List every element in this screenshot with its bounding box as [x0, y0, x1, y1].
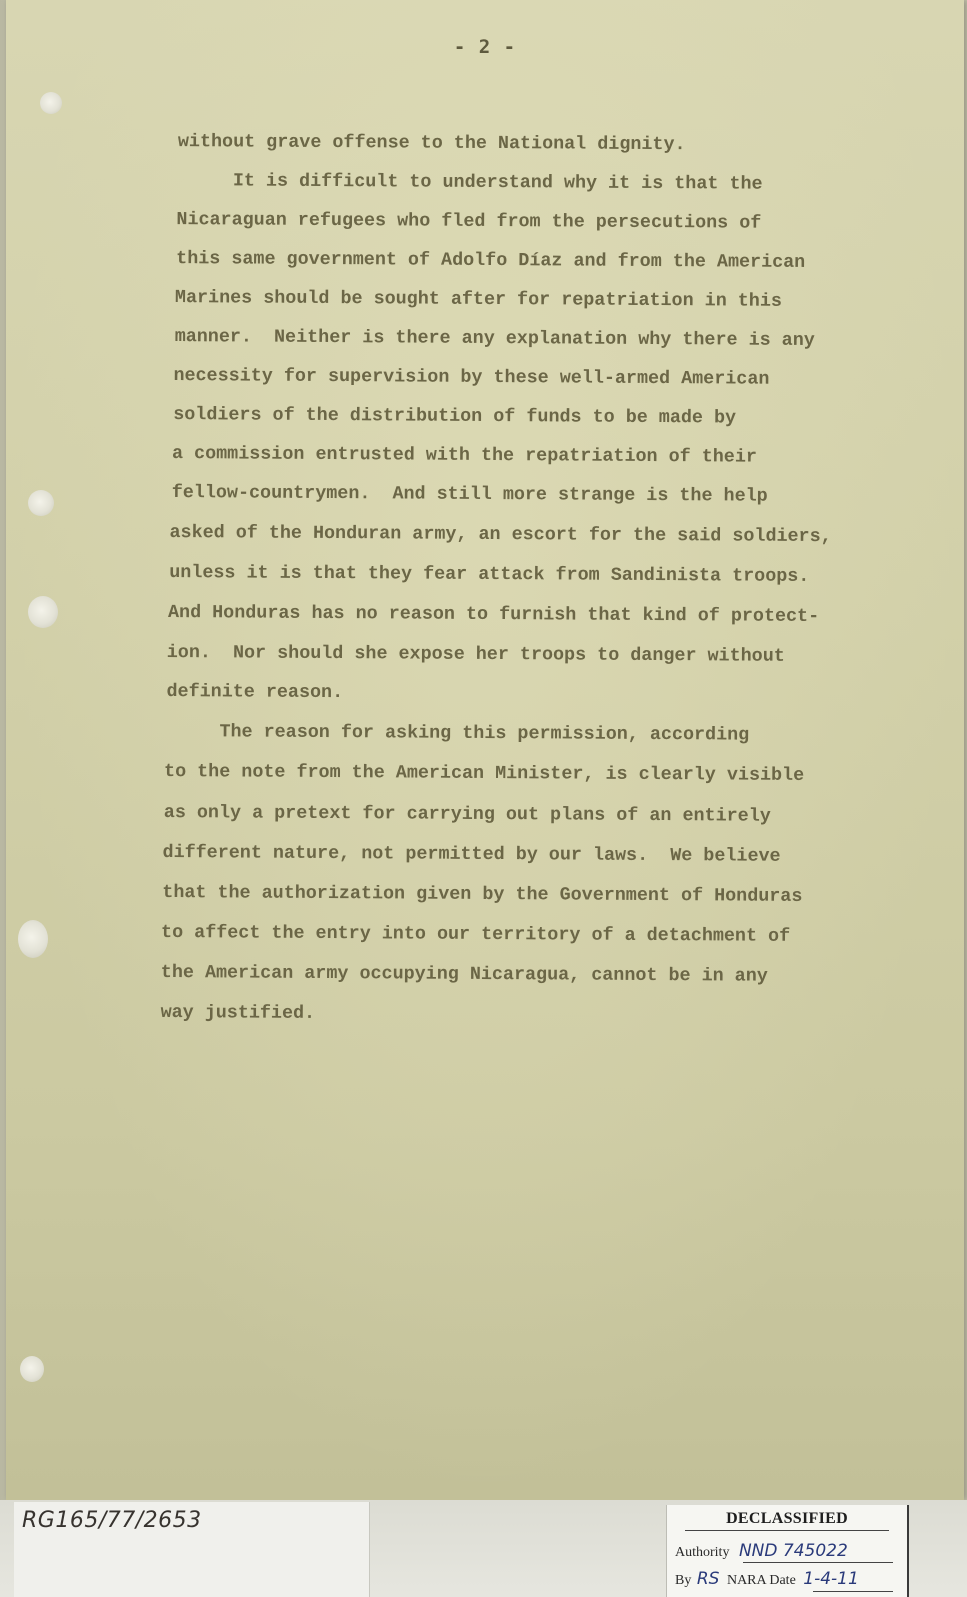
body-line: way justified. — [160, 1001, 316, 1024]
body-line: to affect the entry into our territory of a detachment of — [161, 921, 791, 947]
typed-page — [6, 0, 964, 1500]
body-line: ion. Nor should she expose her troops to danger without — [166, 642, 785, 667]
declassified-stamp — [666, 1505, 909, 1597]
body-line: necessity for supervision by these well-armed American — [173, 365, 770, 390]
body-line: manner. Neither is there any explanation why there is any — [174, 326, 815, 351]
body-line: without grave offense to the National dignity. — [177, 131, 686, 156]
body-line: to the note from the American Minister, is clearly visible — [163, 761, 805, 786]
by-value: RS — [696, 1569, 720, 1589]
stamp-by-row — [675, 1569, 859, 1589]
body-line: a commission entrusted with the repatriation of their — [171, 443, 757, 468]
body-line: soldiers of the distribution of funds to be made by — [173, 404, 737, 429]
date-rule — [813, 1591, 893, 1592]
body-line: asked of the Honduran army, an escort for the said soldiers, — [169, 522, 832, 548]
punch-hole — [18, 920, 48, 958]
body-line: Nicaraguan refugees who fled from the persecutions of — [176, 209, 762, 234]
body-line: unless it is that they fear attack from Sandinista troops. — [169, 562, 810, 587]
body-line: It is difficult to understand why it is that the — [177, 170, 763, 195]
body-line: Marines should be sought after for repatriation in this — [174, 287, 783, 312]
date-value: 1-4-11 — [803, 1569, 859, 1589]
stamp-title: DECLASSIFIED — [726, 1510, 848, 1527]
body-line: as only a pretext for carrying out plans of an entirely — [163, 801, 771, 827]
punch-hole — [20, 1356, 44, 1382]
body-line: And Honduras has no reason to furnish that kind of protect- — [167, 602, 820, 627]
nara-date-label: NARA Date — [726, 1573, 796, 1588]
page-number: - 2 - — [453, 36, 517, 58]
authority-rule — [743, 1562, 893, 1563]
letter-body — [160, 127, 906, 1024]
file-reference-label — [14, 1502, 370, 1597]
body-line: The reason for asking this permission, according — [164, 721, 750, 746]
punch-hole — [28, 490, 54, 516]
by-label: By — [675, 1573, 692, 1588]
stamp-title-rule — [685, 1530, 889, 1531]
body-line: this same government of Adolfo Díaz and from the American — [176, 248, 806, 273]
file-reference: RG165/77/2653 — [22, 1508, 202, 1533]
body-line: fellow-countrymen. And still more strange is the help — [171, 482, 768, 507]
stamp-authority-row — [675, 1541, 848, 1561]
body-line: definite reason. — [166, 681, 344, 704]
authority-value: NND 745022 — [738, 1541, 848, 1561]
body-line: that the authorization given by the Government of Honduras — [162, 881, 803, 907]
authority-label: Authority — [675, 1545, 730, 1560]
punch-hole — [28, 596, 58, 628]
body-line: the American army occupying Nicaragua, cannot be in any — [160, 961, 768, 987]
punch-hole — [40, 92, 62, 114]
body-line: different nature, not permitted by our laws. We believe — [162, 841, 781, 867]
